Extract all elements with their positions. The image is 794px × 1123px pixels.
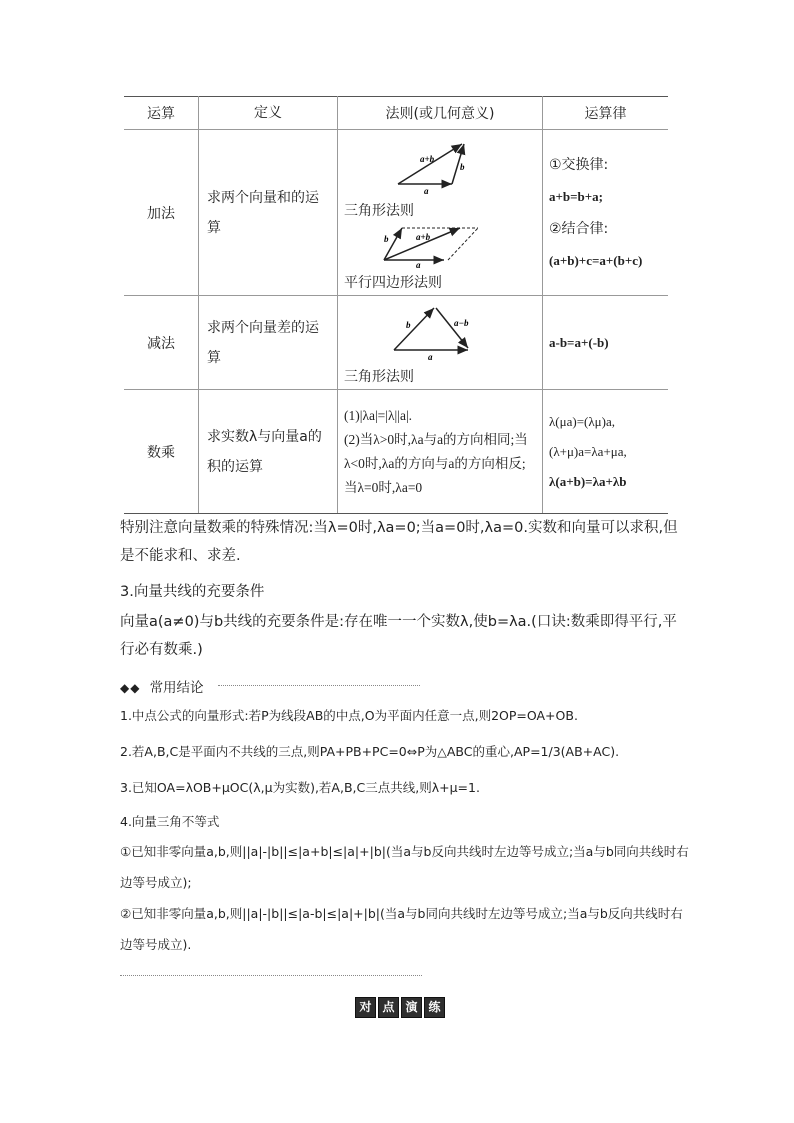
sub-vector-b-arrow <box>394 308 434 350</box>
subtraction-law-formula: a-b=a+(-b) <box>549 334 609 350</box>
sub-label-a-minus-b: a−b <box>454 317 469 328</box>
scalar-name: 数乘 <box>124 390 199 514</box>
conclusion-item-1: 1.中点公式的向量形式:若P为线段AB的中点,O为平面内任意一点,则2OP=OA+OB. <box>120 708 578 723</box>
header-operation: 运算 <box>124 97 199 130</box>
parallelogram-rule-diagram <box>344 220 524 268</box>
common-conclusions-heading <box>120 676 420 696</box>
label-b: b <box>460 161 465 172</box>
conclusion-item-3: 3.已知OA=λOB+μOC(λ,μ为实数),若A,B,C三点共线,则λ+μ=1. <box>120 780 480 795</box>
vector-a-plus-b-arrow <box>398 144 462 184</box>
subtraction-rule-cell <box>338 296 543 390</box>
subtraction-name: 减法 <box>124 296 199 390</box>
conclusions-title: 常用结论 <box>149 680 204 696</box>
para-vector-b-arrow <box>384 228 402 260</box>
label-a: a <box>424 185 429 196</box>
subtraction-definition: 求两个向量差的运算 <box>199 296 338 390</box>
subtraction-law-cell <box>543 296 669 390</box>
commutative-law-title: ①交换律: <box>549 156 609 173</box>
scalar-law-2: (λ+μ)a=λa+μa, <box>549 443 627 459</box>
badge-char-1: 对 <box>355 997 376 1018</box>
triangle-rule-label: 三角形法则 <box>344 202 414 219</box>
scalar-law-1: λ(μa)=(λμ)a, <box>549 413 615 429</box>
associative-law-formula: (a+b)+c=a+(b+c) <box>549 252 643 268</box>
scalar-laws-cell <box>543 390 669 514</box>
section3-title: 3.向量共线的充要条件 <box>120 584 265 600</box>
scalar-rule-1: (1)|λa|=|λ||a|. <box>344 407 413 423</box>
scalar-definition: 求实数λ与向量a的积的运算 <box>199 390 338 514</box>
addition-row <box>124 130 668 296</box>
scalar-rule-2: (2)当λ>0时,λa与a的方向相同;当λ<0时,λa的方向与a的方向相反;当λ=0时,λa=0 <box>344 431 528 495</box>
scalar-row <box>124 390 668 514</box>
commutative-law-formula: a+b=b+a; <box>549 188 604 204</box>
scalar-rule-cell <box>338 390 543 514</box>
sub-label-b: b <box>406 319 411 330</box>
triangle-rule-subtraction-diagram <box>344 300 524 362</box>
header-definition: 定义 <box>199 97 338 130</box>
scalar-law-3: λ(a+b)=λa+λb <box>549 473 627 489</box>
badge-char-4: 练 <box>424 997 445 1018</box>
sub-vector-a-minus-b-arrow <box>436 308 468 348</box>
diamond-icon: ◆◆ <box>120 681 141 695</box>
para-label-b: b <box>384 233 389 244</box>
practice-badge <box>355 997 445 1017</box>
para-label-a: a <box>416 259 421 268</box>
section3-body: 向量a(a≠0)与b共线的充要条件是:存在唯一一个实数λ,使b=λa.(口诀:数乘即得平行,平行必有数乘.) <box>120 614 677 658</box>
triangle-rule-addition-diagram <box>344 134 524 196</box>
heading-dotted-rule <box>218 685 420 686</box>
header-law: 运算律 <box>543 97 669 130</box>
addition-laws-cell <box>543 130 669 296</box>
subtraction-triangle-rule-label: 三角形法则 <box>344 368 414 385</box>
table-header-row <box>124 97 668 130</box>
badge-char-2: 点 <box>378 997 399 1018</box>
badge-char-3: 演 <box>401 997 422 1018</box>
end-dotted-rule <box>120 975 422 976</box>
addition-definition: 求两个向量和的运算 <box>199 130 338 296</box>
sub-label-a: a <box>428 351 433 362</box>
vector-operations-table <box>124 96 668 514</box>
para-label-a-plus-b: a+b <box>416 231 431 242</box>
associative-law-title: ②结合律: <box>549 220 609 237</box>
conclusion-item-4-2: ②已知非零向量a,b,则||a|-|b||≤|a-b|≤|a|+|b|(当a与b同向共线时左边等号成立;当a与b反向共线时右边等号成立). <box>120 906 683 952</box>
special-note: 特别注意向量数乘的特殊情况:当λ=0时,λa=0;当a=0时,λa=0.实数和向量可以求积,但是不能求和、求差. <box>120 520 678 564</box>
label-a-plus-b: a+b <box>420 153 435 164</box>
addition-rule-cell <box>338 130 543 296</box>
subtraction-row <box>124 296 668 390</box>
conclusion-item-2: 2.若A,B,C是平面内不共线的三点,则PA+PB+PC=0⇔P为△ABC的重心,AP=1/3(AB+AC). <box>120 744 620 759</box>
conclusion-item-4-title: 4.向量三角不等式 <box>120 814 220 829</box>
addition-name: 加法 <box>124 130 199 296</box>
para-dashed-right <box>448 228 478 260</box>
header-rule: 法则(或几何意义) <box>338 97 543 130</box>
parallelogram-rule-label: 平行四边形法则 <box>344 274 442 291</box>
conclusion-item-4-1: ①已知非零向量a,b,则||a|-|b||≤|a+b|≤|a|+|b|(当a与b反向共线时左边等号成立;当a与b同向共线时右边等号成立); <box>120 844 689 890</box>
